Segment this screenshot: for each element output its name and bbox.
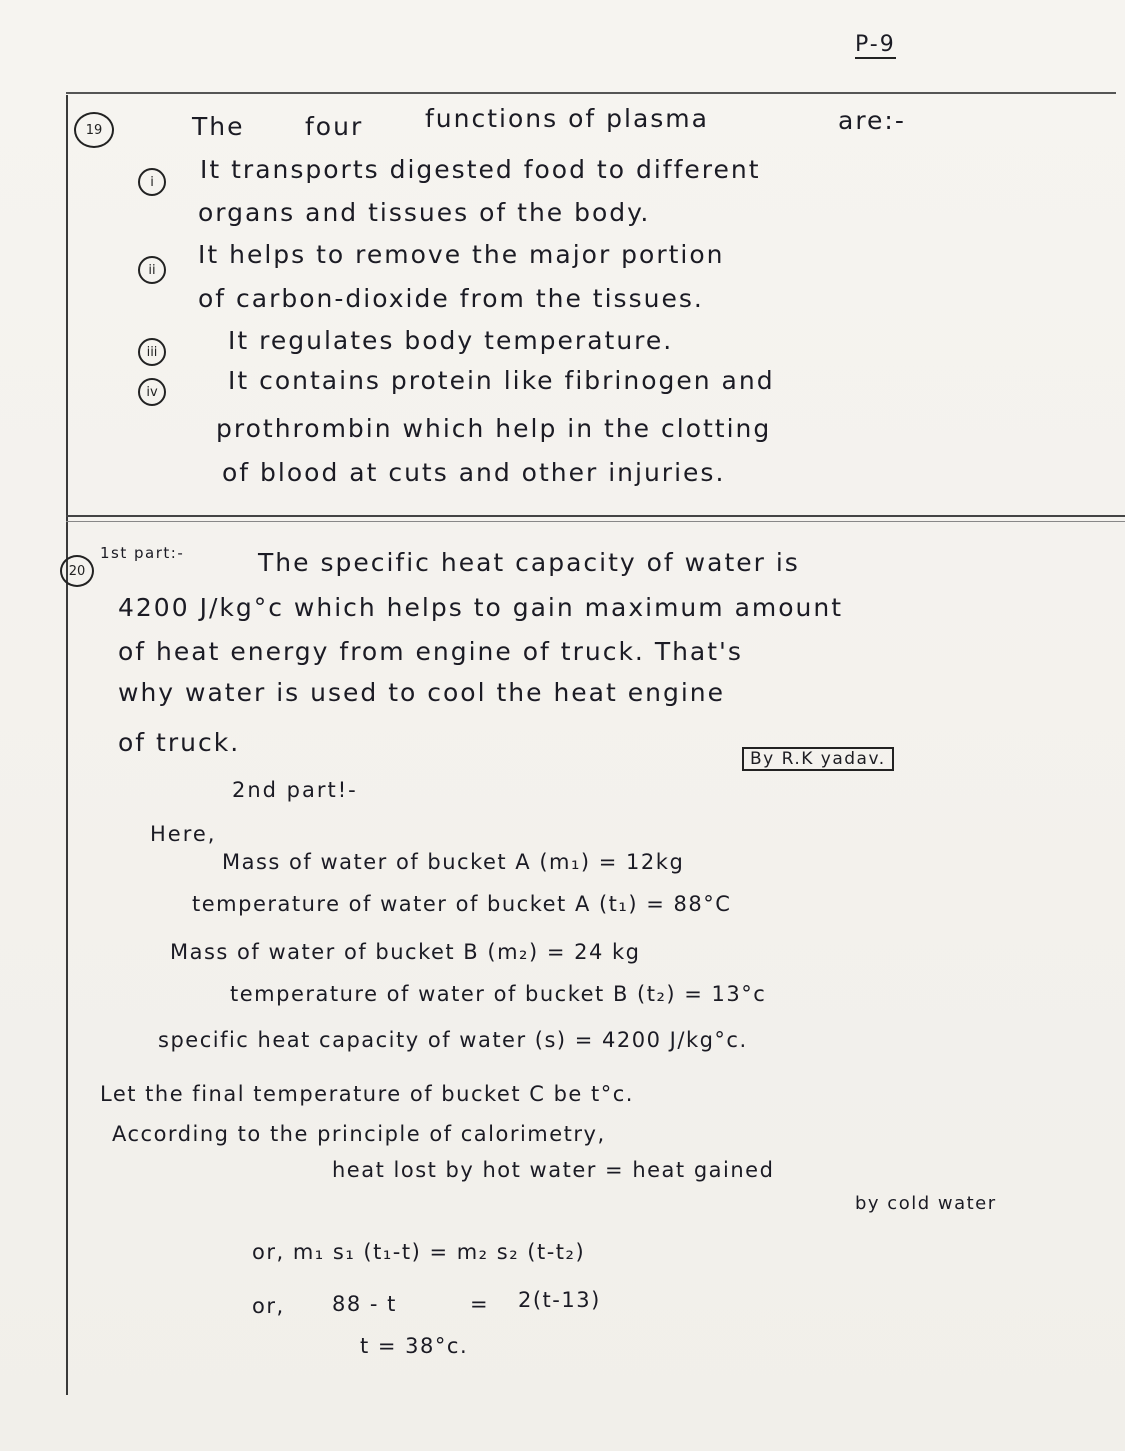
- part2-label: 2nd part!-: [232, 778, 358, 802]
- equation-3: t = 38°c.: [360, 1334, 469, 1358]
- item-marker-iv: iv: [138, 378, 166, 406]
- q19-item-i-line-1: It transports digested food to different: [200, 155, 761, 184]
- q19-intro-word-3: functions of plasma: [425, 104, 709, 133]
- equation-1: or, m₁ s₁ (t₁-t) = m₂ s₂ (t-t₂): [252, 1240, 586, 1264]
- part1-line-5: of truck.: [118, 728, 241, 757]
- according-line: According to the principle of calorimetry,: [112, 1122, 606, 1146]
- question-number-19: 19: [74, 112, 114, 148]
- q19-intro-word-4: are:-: [838, 106, 906, 135]
- question-number-20: 20: [60, 555, 94, 587]
- section-divider-2: [66, 521, 1125, 522]
- given-line-2: temperature of water of bucket A (t₁) = 88°C: [192, 892, 732, 916]
- equation-2-equals: =: [470, 1292, 490, 1316]
- equation-2-right: 2(t-13): [518, 1288, 601, 1312]
- part1-line-2: 4200 J/kg°c which helps to gain maximum amount: [118, 593, 844, 622]
- given-line-1: Mass of water of bucket A (m₁) = 12kg: [222, 850, 685, 874]
- part1-line-1: The specific heat capacity of water is: [258, 548, 800, 577]
- q19-item-i-line-2: organs and tissues of the body.: [198, 198, 651, 227]
- q19-item-iv-line-2: prothrombin which help in the clotting: [216, 414, 772, 443]
- here-label: Here,: [150, 822, 217, 846]
- top-rule-line: [66, 92, 1116, 94]
- section-divider: [66, 515, 1125, 517]
- q19-item-iv-line-3: of blood at cuts and other injuries.: [222, 458, 726, 487]
- equation-2-or: or,: [252, 1294, 285, 1318]
- q19-item-iv-line-1: It contains protein like fibrinogen and: [228, 366, 775, 395]
- item-marker-iii: iii: [138, 338, 166, 366]
- signature-box: By R.K yadav.: [742, 747, 894, 771]
- q19-intro-word-2: four: [305, 112, 364, 141]
- q19-item-ii-line-2: of carbon-dioxide from the tissues.: [198, 284, 704, 313]
- item-marker-ii: ii: [138, 256, 166, 284]
- part1-line-3: of heat energy from engine of truck. That's: [118, 637, 743, 666]
- given-line-5: specific heat capacity of water (s) = 4200 J/kg°c.: [158, 1028, 748, 1052]
- left-margin-line: [66, 95, 68, 1395]
- principle-line-1: heat lost by hot water = heat gained: [332, 1158, 775, 1182]
- part1-label: 1st part:-: [100, 544, 185, 562]
- page-number: P-9: [855, 32, 896, 57]
- q19-item-iii-line-1: It regulates body temperature.: [228, 326, 674, 355]
- given-line-3: Mass of water of bucket B (m₂) = 24 kg: [170, 940, 641, 964]
- q19-intro-word-1: The: [192, 112, 245, 141]
- given-line-4: temperature of water of bucket B (t₂) = 13°c: [230, 982, 767, 1006]
- part1-line-4: why water is used to cool the heat engine: [118, 678, 725, 707]
- let-line: Let the final temperature of bucket C be t°c.: [100, 1082, 634, 1106]
- equation-2-left: 88 - t: [332, 1292, 397, 1316]
- item-marker-i: i: [138, 168, 166, 196]
- principle-line-2: by cold water: [855, 1193, 997, 1214]
- q19-item-ii-line-1: It helps to remove the major portion: [198, 240, 725, 269]
